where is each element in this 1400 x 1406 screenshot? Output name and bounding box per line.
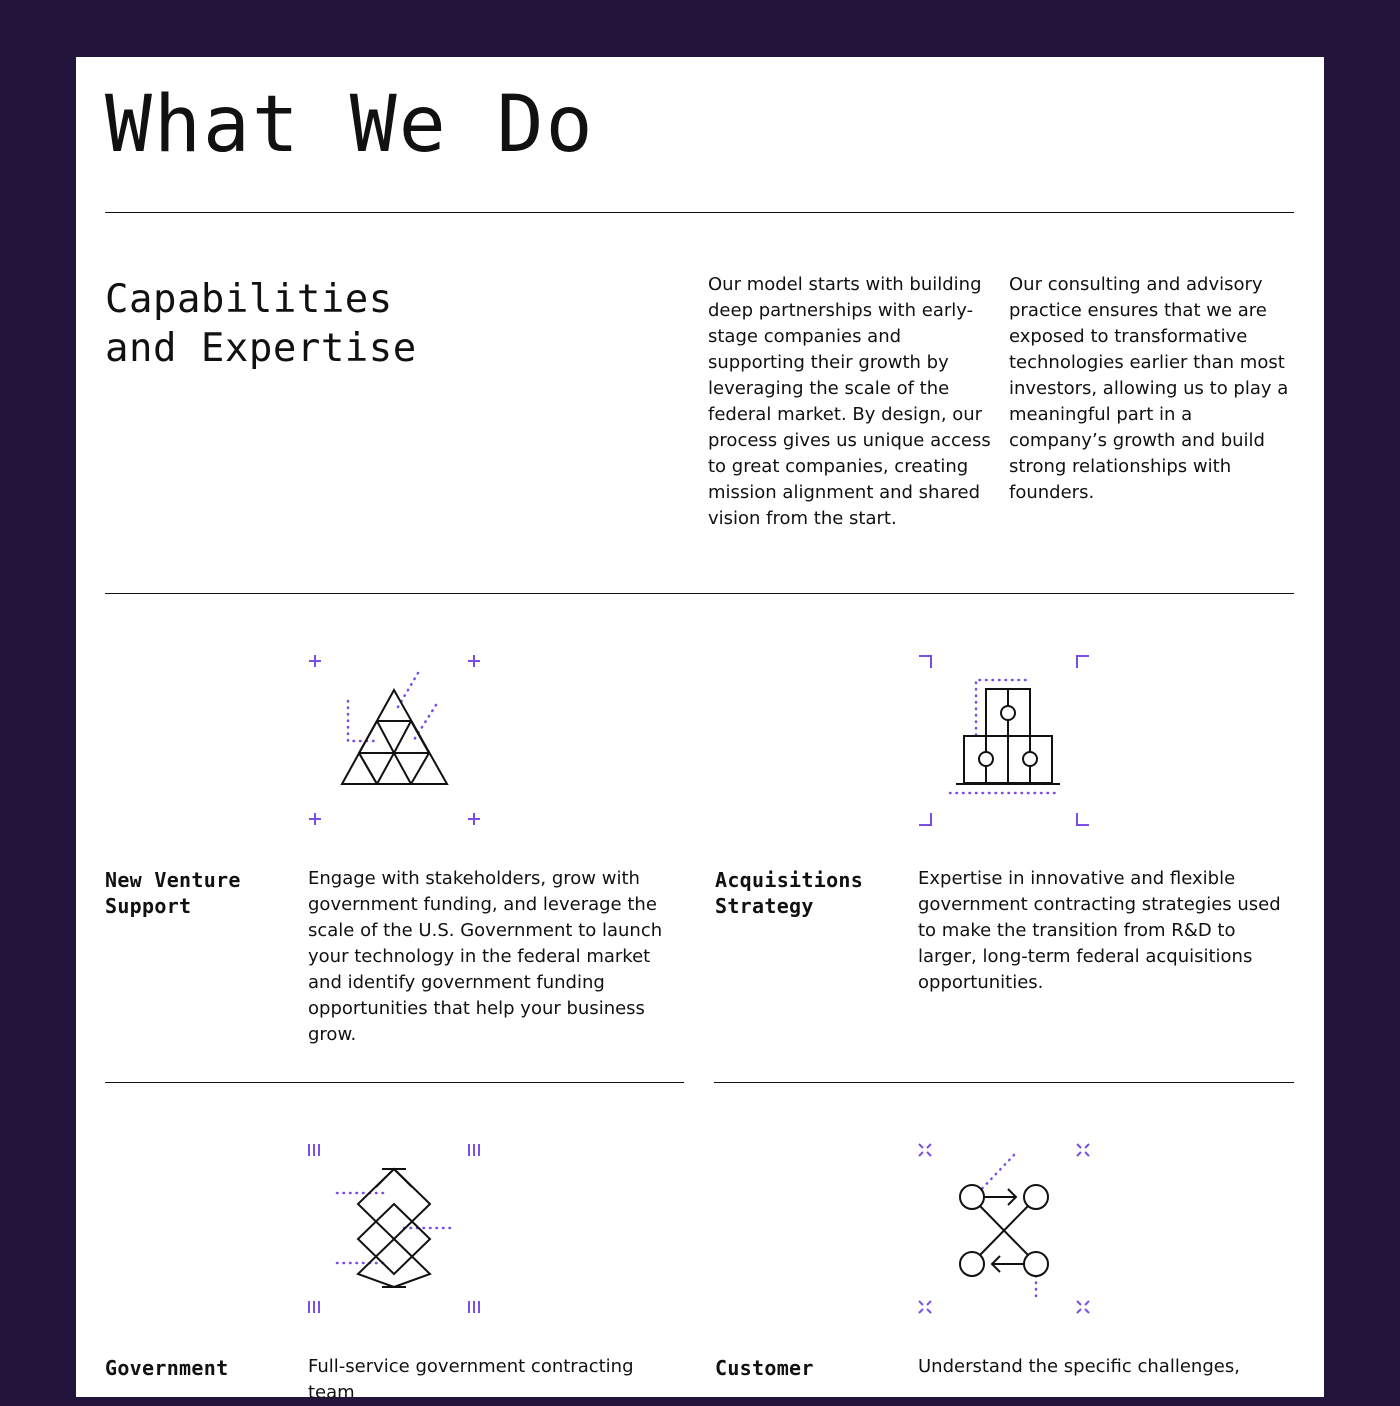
divider <box>105 593 1294 594</box>
section-heading: Capabilities and Expertise <box>105 277 417 371</box>
divider <box>105 1082 684 1083</box>
capability-title-acquisitions-strategy: Acquisitions Strategy <box>715 868 864 918</box>
capability-title-customer: Customer <box>715 1356 814 1380</box>
capability-description-acquisitions-strategy: Expertise in innovative and flexible government contracting strategies used to make the transition from R&D to larger, long-term federal acquisitions opportunities. <box>918 868 1281 993</box>
diamond-lattice-icon <box>300 1135 484 1315</box>
divider <box>105 212 1294 213</box>
capability-description-government: Full-service government contracting team <box>308 1356 634 1403</box>
divider <box>714 1082 1294 1083</box>
capability-description-customer: Understand the specific challenges, <box>918 1356 1240 1377</box>
content-card <box>76 57 1324 1403</box>
pyramid-icon <box>300 647 484 827</box>
page-title: What We Do <box>105 80 595 170</box>
intro-paragraph-left: Our model starts with building deep partnerships with early-stage companies and supporting their growth by leveraging the scale of the federal market. By design, our process gives us unique access to great companies, creating mission alignment and shared vision from the start. <box>708 274 991 529</box>
capability-title-new-venture-support: New Venture Support <box>105 868 241 918</box>
capability-title-government: Government <box>105 1356 229 1380</box>
capability-description-new-venture-support: Engage with stakeholders, grow with government funding, and leverage the scale of the U.S. Government to launch your technology in the federal market and identify government funding opportunities that help your business grow. <box>308 868 663 1045</box>
building-blocks-icon <box>910 647 1094 827</box>
exchange-nodes-icon <box>910 1135 1094 1315</box>
intro-paragraph-right: Our consulting and advisory practice ensures that we are exposed to transformative technologies earlier than most investors, allowing us to play a meaningful part in a company’s growth and build strong relationships with founders. <box>1009 274 1289 503</box>
